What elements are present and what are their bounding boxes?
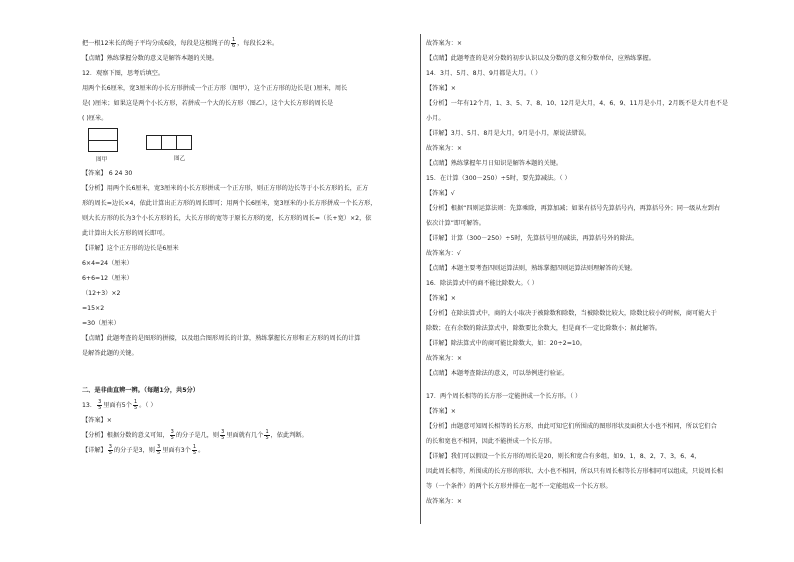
line-text: 里面就有几个 (226, 432, 264, 439)
text-line: 【点睛】此题考查的是对分数的初步认识以及分数的意义和分数单位，应熟练掌握。 (426, 55, 655, 62)
fraction (108, 445, 113, 456)
question-14: 14．3月、5月、8月、9月都是大月。（ ） (426, 70, 542, 77)
text-line: 故答案为：× (426, 145, 463, 152)
text-line: 用两个长6厘米，宽3厘米的小长方形拼成一个正方形（图甲），这个正方形的边长是( )厘米，周长 (82, 85, 348, 92)
left-column (82, 36, 416, 458)
analysis-line: 形的周长=边长×4，依此计算出正方形的周长即可；用两个长6厘米，宽3厘米的小长方形拼成一个长方形， (82, 200, 377, 207)
detail-line: 【详解】除法算式中的商可能比除数大，如：20÷2=10。 (426, 340, 586, 347)
fraction-numerator: 1 (192, 443, 197, 450)
question-17: 17．两个周长相等的长方形一定能拼成一个长方形。（ ） (426, 393, 582, 400)
answer-line: 【答案】 6 24 30 (82, 170, 133, 177)
analysis-line: 依次计算”即可解答。 (426, 220, 485, 227)
fraction-denominator: 5 (133, 404, 138, 411)
analysis-line: 小月。 (426, 115, 445, 122)
note-line: 【点睛】本题主要考查四则运算法则，熟练掌握四则运算法则理解答的关键。 (426, 265, 637, 272)
detail-line: 【详解】计算（300－250）÷5时，先算括号里的减法，再算括号外的除法。 (426, 235, 639, 242)
question-15: 15．在计算（300－250）÷5时，要先算减法。（ ） (426, 175, 571, 182)
line-text: 里面有5个 (103, 402, 132, 409)
fraction (264, 430, 269, 441)
analysis-line: 此计算出大长方形的周长即可。 (82, 230, 169, 237)
fraction (220, 430, 225, 441)
answer-line: 【答案】√ (426, 190, 455, 197)
text-line: ( )厘米。 (82, 115, 108, 122)
fraction-numerator: 3 (221, 428, 225, 435)
line-text: 的分子是几，则 (175, 432, 220, 439)
text-line (82, 36, 416, 51)
fraction-numerator: 3 (170, 428, 174, 435)
answer-line: 【答案】× (426, 408, 456, 415)
line-text: 。 (198, 447, 205, 454)
line-text: 。（ ） (139, 402, 157, 409)
fraction (156, 445, 161, 456)
fraction (97, 400, 102, 411)
fraction-denominator: 5 (98, 404, 102, 411)
calc-line: =30（厘米） (82, 320, 120, 327)
question-12: 12．观察下图，思考后填空。 (82, 70, 165, 77)
line-text: 【详解】 (82, 447, 107, 454)
fraction-numerator: 3 (157, 443, 161, 450)
fraction-numerator: 3 (98, 398, 102, 405)
analysis-line: 【分析】根据“四则运算法则：先算乘除，再算加减；如果有括号先算括号内，再算括号外；同一级从左到右 (426, 205, 721, 212)
fraction-numerator: 3 (108, 443, 112, 450)
answer-line: 【答案】× (82, 417, 112, 424)
line-text: ，每段长2米。 (237, 40, 279, 47)
line-text: 里面有3个 (162, 447, 191, 454)
text-line: 是( )厘米；如果这是两个小长方形，若拼成一个大的长方形（图乙），这个大长方形的周长是 (82, 100, 334, 107)
fraction-numerator: 1 (265, 428, 269, 435)
fraction (133, 400, 138, 411)
note-line: 是解答此题的关键。 (82, 350, 138, 357)
fraction (231, 38, 236, 49)
calc-line: =15×2 (82, 305, 105, 312)
detail-line (82, 443, 416, 458)
analysis-line: 则大长方形的长为3个小长方形的长，大长方形的宽等于原长方形的宽，长方形的周长=（长+宽）×2，依 (82, 215, 372, 222)
text-line: 故答案为：√ (426, 250, 461, 257)
figure-rectangle-yi (146, 135, 192, 150)
line-text: 的分子是3，则 (113, 447, 155, 454)
calc-line: 6+6=12（厘米） (82, 275, 133, 282)
fraction (192, 445, 197, 456)
answer-line: 【答案】× (426, 85, 456, 92)
fraction-denominator: 5 (170, 434, 174, 441)
line-text: 13． (82, 402, 97, 409)
note-line: 【点睛】熟练掌握年月日知识是解答本题的关键。 (426, 160, 563, 167)
analysis-line: 【分析】在除法算式中，商的大小取决于被除数和除数，当被除数比较大，除数比较小的时候，商可能大于 (426, 310, 717, 317)
text-line: 【点睛】熟练掌握分数的意义是解答本题的关键。 (82, 55, 219, 62)
note-line: 【点睛】本题考查除法的意义，可以举例进行验证。 (426, 370, 569, 377)
column-divider (420, 34, 421, 524)
line-text: ，依此判断。 (270, 432, 308, 439)
figure-square-jia (88, 128, 118, 152)
analysis-line: 【分析】由题意可知周长相等的长方形，由此可知它们所围成的图形形状及面积大小也不相同，所以它们合 (426, 423, 717, 430)
detail-line: 【详解】我们可以假设一个长方形的周长是20，则长和宽合有多组，如9、1，8、2，7、3，6、4， (426, 453, 701, 460)
analysis-line (82, 428, 416, 443)
figure-caption-yi: 图乙 (174, 156, 186, 162)
calc-line: 6×4=24（厘米） (82, 260, 133, 267)
figure-row (82, 126, 416, 166)
fraction-numerator: 1 (231, 36, 236, 43)
text-line: 故答案为：× (426, 40, 463, 47)
analysis-line: 【分析】一年有12个月，1、3、5、7、8、10、12月是大月，4、6、9、11月是小月，2月既不是大月也不是 (426, 100, 729, 107)
fraction-denominator: 5 (157, 449, 161, 456)
detail-line: 因此周长相等，所围成的长方形的形状、大小也不相同，所以只有周长相等长方形相同可以组成，只说周长相 (426, 468, 723, 475)
analysis-line: 的长和宽也不相同，因此不能拼成一个长方形。 (426, 438, 556, 445)
fraction-denominator: 5 (265, 434, 269, 441)
detail-line: 【详解】3月、5月、8月是大月，9月是小月，原说法错误。 (426, 130, 591, 137)
detail-line: 等（一个条件）的两个长方形并排在一起不一定能组成一个长方形。 (426, 483, 612, 490)
text-line: 故答案为：× (426, 498, 463, 505)
text-line: 故答案为：× (426, 355, 463, 362)
fraction-denominator: 5 (108, 449, 112, 456)
figure-caption-jia: 图甲 (96, 157, 108, 163)
question-13 (82, 398, 416, 413)
analysis-line: 【分析】用两个长6厘米，宽3厘米的小长方形拼成一个正方形，则正方形的边长等于小长方形的长，正方 (82, 185, 369, 192)
right-column (426, 36, 764, 509)
section-heading: 二、是非曲直辨一辨。（每题1分，共5分） (82, 387, 199, 394)
fraction (170, 430, 175, 441)
answer-line: 【答案】× (426, 295, 456, 302)
line-text: 【分析】根据分数的意义可知， (82, 432, 169, 439)
fraction-denominator: 5 (192, 449, 197, 456)
fraction-numerator: 1 (133, 398, 138, 405)
analysis-line: 除数；在有余数的除法算式中，除数要比余数大，但是商不一定比除数小；据此解答。 (426, 325, 662, 332)
fraction-denominator: 5 (221, 434, 225, 441)
question-16: 16．除法算式中的商不能比除数大。（ ） (426, 280, 538, 287)
fraction-denominator: 6 (231, 42, 236, 49)
detail-line: 【详解】这个正方形的边长是6厘米 (82, 245, 179, 252)
line-text: 把一根12米长的绳子平均分成6段，每段是这根绳子的 (82, 40, 230, 47)
note-line: 【点睛】此题考查的是图形的拼接，以及组合图形周长的计算，熟练掌握长方形和正方形的周长的计算 (82, 335, 361, 342)
calc-line: （12+3）×2 (82, 290, 121, 297)
